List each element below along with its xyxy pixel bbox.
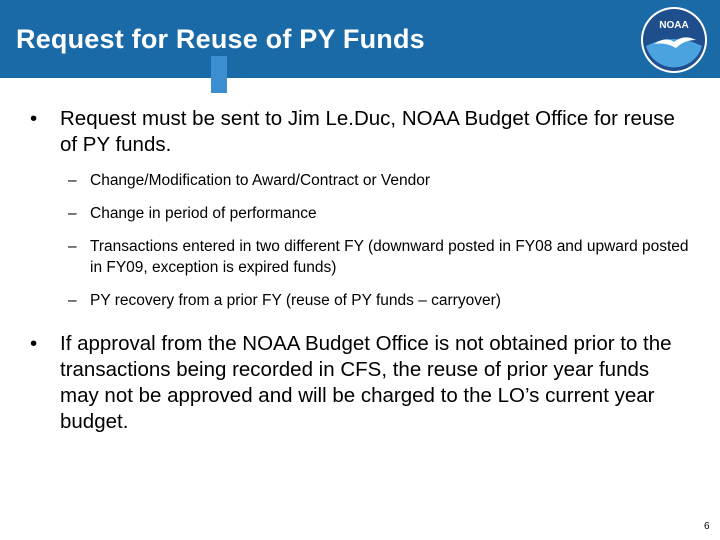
- sub-bullet-marker: –: [68, 205, 77, 222]
- bullet-marker: •: [30, 107, 38, 130]
- sub-bullet-list: [68, 170, 690, 311]
- sub-bullet-item: [68, 203, 690, 224]
- page-number: 6: [704, 521, 710, 532]
- sub-bullet-text: Transactions entered in two different FY (downward posted in FY08 and upward posted in FY09, exception is expired funds): [90, 238, 689, 276]
- sub-bullet-item: [68, 290, 690, 311]
- logo-text: NOAA: [659, 20, 689, 31]
- slide-body: [30, 106, 690, 435]
- sub-bullet-text: PY recovery from a prior FY (reuse of PY funds – carryover): [90, 292, 501, 309]
- title-bar: [0, 0, 720, 78]
- sub-bullet-marker: –: [68, 172, 77, 189]
- sub-bullet-marker: –: [68, 238, 77, 255]
- sub-bullet-marker: –: [68, 292, 77, 309]
- bullet-item: [30, 331, 690, 435]
- title-accent-bar: [211, 56, 227, 93]
- sub-bullet-item: [68, 170, 690, 191]
- bullet-marker: •: [30, 332, 38, 355]
- noaa-logo-icon: [640, 6, 708, 74]
- sub-bullet-item: [68, 236, 690, 278]
- sub-bullet-text: Change in period of performance: [90, 205, 317, 222]
- bullet-item: [30, 106, 690, 158]
- bullet-text: If approval from the NOAA Budget Office is not obtained prior to the transactions being recorded in CFS, the reuse of prior year funds may not be approved and will be charged to the LO’s current year budget.: [60, 332, 672, 433]
- sub-bullet-text: Change/Modification to Award/Contract or Vendor: [90, 172, 431, 189]
- bullet-text: Request must be sent to Jim Le.Duc, NOAA Budget Office for reuse of PY funds.: [60, 107, 675, 156]
- slide-title: Request for Reuse of PY Funds: [16, 24, 425, 54]
